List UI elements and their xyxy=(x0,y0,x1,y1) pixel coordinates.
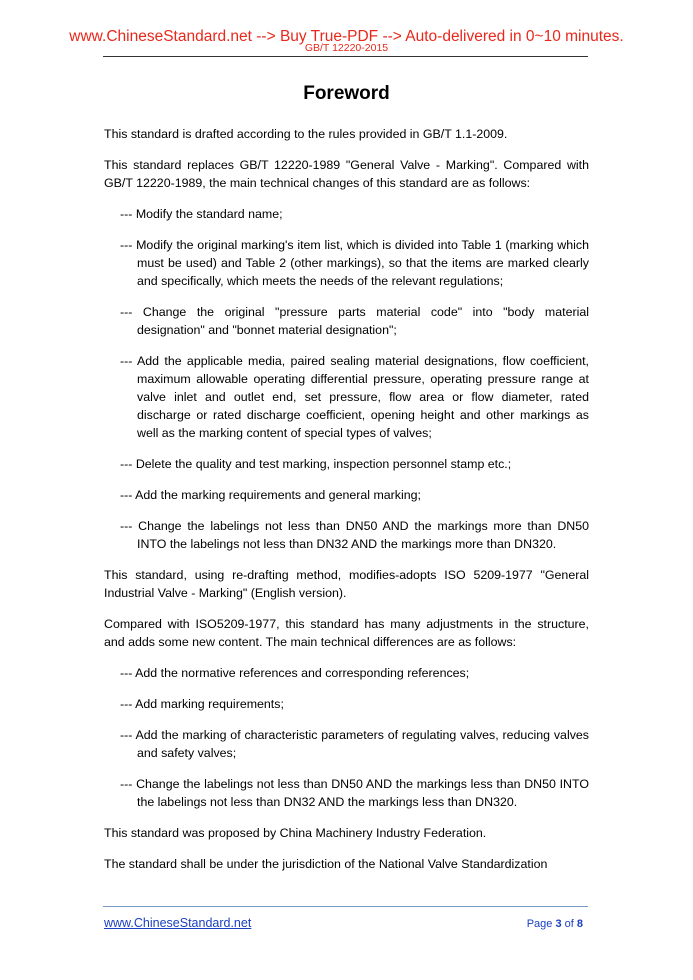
list-item: --- Add the applicable media, paired sealing material designations, flow coefficient, maximum allowable operating differential pressure, operating pressure range at valve inlet and outlet end, set pressure, flow area or flow diameter, rated discharge or rated discharge coefficient, opening height and other markings as well as the marking content of special types of valves; xyxy=(120,354,589,440)
body-paragraph: This standard, using re-drafting method, modifies-adopts ISO 5209-1977 "General Industrial Valve - Marking" (English version). xyxy=(104,568,589,600)
body-paragraph: This standard was proposed by China Machinery Industry Federation. xyxy=(104,826,487,840)
list-item: --- Modify the original marking's item list, which is divided into Table 1 (marking which must be used) and Table 2 (other markings), so that the items are marked clearly and specifically, which meets the needs of the relevant regulations; xyxy=(120,238,589,288)
body-paragraph: The standard shall be under the jurisdiction of the National Valve Standardization xyxy=(104,857,548,871)
header-divider xyxy=(103,56,588,57)
page-title: Foreword xyxy=(303,83,390,104)
page-total: 8 xyxy=(576,918,583,930)
list-item: --- Add marking requirements; xyxy=(120,697,284,711)
list-item: --- Change the original "pressure parts material code" into "body material designation" and "bonnet material designation"; xyxy=(120,305,589,337)
document-body xyxy=(104,125,589,886)
promo-banner[interactable]: www.ChineseStandard.net --> Buy True-PDF --> Auto-delivered in 0~10 minutes. xyxy=(69,28,624,45)
page-of: of xyxy=(561,918,577,930)
list-item: --- Add the marking requirements and general marking; xyxy=(120,488,421,502)
body-paragraph: This standard is drafted according to the rules provided in GB/T 1.1-2009. xyxy=(104,127,508,141)
list-item: --- Add the marking of characteristic parameters of regulating valves, reducing valves and safety valves; xyxy=(120,728,589,760)
body-paragraph: Compared with ISO5209-1977, this standard has many adjustments in the structure, and adds some new content. The main technical differences are as follows: xyxy=(104,617,589,649)
page-current: 3 xyxy=(555,918,562,930)
list-item: --- Delete the quality and test marking, inspection personnel stamp etc.; xyxy=(120,457,512,471)
list-item: --- Change the labelings not less than DN50 AND the markings less than DN50 INTO the labelings not less than DN32 AND the markings less than DN320. xyxy=(120,777,589,809)
list-item: --- Change the labelings not less than DN50 AND the markings more than DN50 INTO the labelings not less than DN32 AND the markings more than DN320. xyxy=(120,519,589,551)
page-prefix: Page xyxy=(526,918,556,930)
list-item: --- Modify the standard name; xyxy=(120,207,283,221)
standard-code: GB/T 12220-2015 xyxy=(304,42,389,54)
page-number xyxy=(527,917,583,931)
list-item: --- Add the normative references and corresponding references; xyxy=(120,666,470,680)
footer-website-link[interactable]: www.ChineseStandard.net xyxy=(104,916,252,930)
body-paragraph: This standard replaces GB/T 12220-1989 "General Valve - Marking". Compared with GB/T 12220-1989, the main technical changes of this standard are as follows: xyxy=(104,158,589,190)
footer-divider xyxy=(103,906,588,907)
